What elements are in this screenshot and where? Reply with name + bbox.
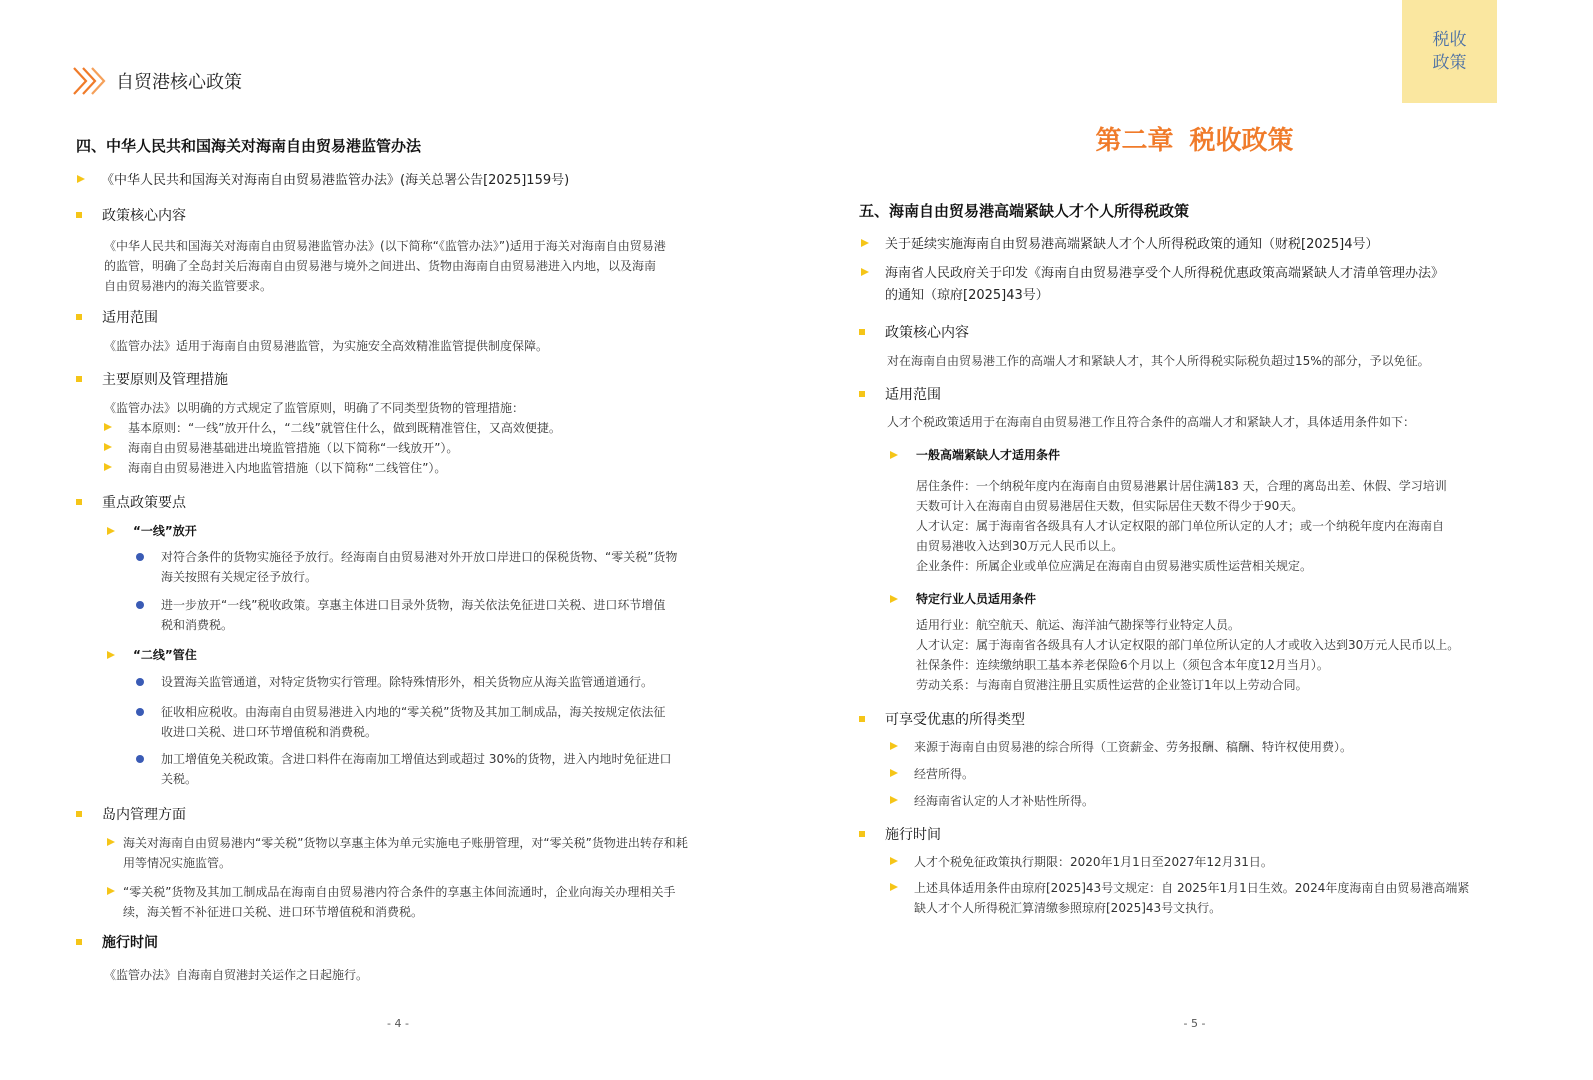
triangle-bullet-icon — [890, 769, 898, 777]
general-conditions: 居住条件：一个纳税年度内在海南自由贸易港累计居住满183 天，合理的离岛出差、休假、学习培训 天数可计入在海南自由贸易港居住天数，但实际居住天数不得少于90天。 人才认定：属于海南省各级具有人才认定权限的部门单位所认定的人才；或一个纳税年度内在海南自 由贸易港收入达到30万元人民币以上。 企业条件：所属企业或单位应满足在海南自由贸易港实质性运营相关规定。 — [916, 479, 1447, 573]
industry-conditions: 适用行业：航空航天、航运、海洋油气勘探等行业特定人员。 人才认定：属于海南省各级具有人才认定权限的部门单位所认定的人才或收入达到30万元人民币以上。 社保条件：连续缴纳职工基本养老保险6个月以上（须包含本年度12月当月）。 劳动关系：与海南自贸港注册且实质性运营的企业签订1年以上劳动合同。 — [916, 618, 1460, 692]
first-line-subheading: “一线”放开 — [107, 522, 197, 539]
scope-heading: 适用范围 — [859, 384, 941, 404]
principles-list — [104, 418, 561, 478]
list-item: 经营所得。 — [890, 764, 974, 784]
circle-bullet-icon — [136, 601, 144, 609]
principles-heading: 主要原则及管理措施 — [76, 369, 228, 389]
square-bullet-icon — [76, 811, 82, 817]
header-title: 自贸港核心政策 — [116, 72, 242, 93]
list-item: 加工增值免关税政策。含进口料件在海南加工增值达到或超过 30%的货物，进入内地时免征进口 关税。 — [136, 749, 672, 789]
circle-bullet-icon — [136, 553, 144, 561]
general-subheading: 一般高端紧缺人才适用条件 — [890, 446, 1060, 463]
page-number: - 5 - — [1183, 1017, 1206, 1030]
list-item: 上述具体适用条件由琼府[2025]43号文规定：自 2025年1月1日生效。2024年度海南自由贸易港高端紧 缺人才个人所得税汇算清缴参照琼府[2025]43号文执行。 — [890, 878, 1469, 918]
triangle-bullet-icon — [107, 651, 115, 659]
square-bullet-icon — [76, 939, 82, 945]
income-heading: 可享受优惠的所得类型 — [859, 709, 1025, 729]
triangle-bullet-icon — [861, 268, 869, 276]
section-title: 四、中华人民共和国海关对海南自由贸易港监管办法 — [76, 137, 422, 155]
page-header — [72, 66, 242, 96]
core-heading: 政策核心内容 — [859, 322, 969, 342]
triangle-bullet-icon — [104, 463, 112, 471]
triangle-bullet-icon — [77, 175, 85, 183]
scope-intro: 人才个税政策适用于在海南自由贸易港工作且符合条件的高端人才和紧缺人才，具体适用条件如下： — [887, 415, 1416, 429]
page-number: - 4 - — [387, 1017, 409, 1030]
circle-bullet-icon — [136, 755, 144, 763]
square-bullet-icon — [859, 831, 865, 837]
list-item: 经海南省认定的人才补贴性所得。 — [890, 791, 1094, 811]
right-page — [796, 0, 1593, 1080]
principles-intro: 《监管办法》以明确的方式规定了监管原则，明确了不同类型货物的管理措施： — [104, 401, 525, 415]
square-bullet-icon — [76, 376, 82, 382]
doc-reference: 《中华人民共和国海关对海南自由贸易港监管办法》(海关总署公告[2025]159号) — [77, 170, 569, 192]
list-item: “零关税”货物及其加工制成品在海南自由贸易港内符合条件的享惠主体间流通时，企业向海关办理相关手 续，海关暂不补征进口关税、进口环节增值税和消费税。 — [107, 882, 675, 922]
double-chevron-icon — [72, 66, 108, 96]
list-item: 人才个税免征政策执行期限：2020年1月1日至2027年12月31日。 — [890, 852, 1273, 872]
chapter-tab: 税收 政策 — [1402, 0, 1497, 103]
effective-heading: 施行时间 — [76, 932, 158, 952]
triangle-bullet-icon — [107, 527, 115, 535]
triangle-bullet-icon — [104, 443, 112, 451]
square-bullet-icon — [859, 391, 865, 397]
list-item: 海南自由贸易港基础进出境监管措施（以下简称“一线放开”）。 — [104, 438, 561, 458]
reference-item: 关于延续实施海南自由贸易港高端紧缺人才个人所得税政策的通知（财税[2025]4号） — [861, 234, 1379, 256]
circle-bullet-icon — [136, 708, 144, 716]
core-heading: 政策核心内容 — [76, 205, 186, 225]
list-item: 海关对海南自由贸易港内“零关税”货物以享惠主体为单元实施电子账册管理，对“零关税”货物进出转存和耗 用等情况实施监管。 — [107, 833, 688, 873]
effective-paragraph: 《监管办法》自海南自贸港封关运作之日起施行。 — [104, 968, 369, 982]
industry-subheading: 特定行业人员适用条件 — [890, 590, 1036, 607]
scope-heading: 适用范围 — [76, 307, 158, 327]
square-bullet-icon — [76, 314, 82, 320]
circle-bullet-icon — [136, 678, 144, 686]
triangle-bullet-icon — [861, 239, 869, 247]
section-title: 五、海南自由贸易港高端紧缺人才个人所得税政策 — [859, 202, 1190, 220]
triangle-bullet-icon — [104, 423, 112, 431]
key-points-heading: 重点政策要点 — [76, 492, 186, 512]
chapter-title: 第二章 税收政策 — [1095, 126, 1294, 156]
list-item: 征收相应税收。由海南自由贸易港进入内地的“零关税”货物及其加工制成品，海关按规定依法征 收进口关税、进口环节增值税和消费税。 — [136, 702, 665, 742]
left-page — [0, 0, 796, 1080]
triangle-bullet-icon — [890, 451, 898, 459]
triangle-bullet-icon — [890, 742, 898, 750]
triangle-bullet-icon — [890, 595, 898, 603]
island-heading: 岛内管理方面 — [76, 804, 186, 824]
list-item: 对符合条件的货物实施径予放行。经海南自由贸易港对外开放口岸进口的保税货物、“零关税”货物 海关按照有关规定径予放行。 — [136, 547, 677, 587]
core-paragraph: 对在海南自由贸易港工作的高端人才和紧缺人才，其个人所得税实际税负超过15%的部分，予以免征。 — [887, 354, 1430, 368]
second-line-subheading: “二线”管住 — [107, 646, 197, 663]
triangle-bullet-icon — [890, 857, 898, 865]
triangle-bullet-icon — [107, 838, 115, 846]
effective-heading: 施行时间 — [859, 824, 941, 844]
list-item: 基本原则：“一线”放开什么，“二线”就管住什么，做到既精准管住，又高效便捷。 — [104, 418, 561, 438]
reference-item: 海南省人民政府关于印发《海南自由贸易港享受个人所得税优惠政策高端紧缺人才清单管理办法》 的通知（琼府[2025]43号） — [861, 263, 1444, 307]
triangle-bullet-icon — [890, 883, 898, 891]
list-item: 设置海关监管通道，对特定货物实行管理。除特殊情形外，相关货物应从海关监管通道通行。 — [136, 672, 653, 692]
triangle-bullet-icon — [107, 887, 115, 895]
square-bullet-icon — [859, 329, 865, 335]
square-bullet-icon — [76, 499, 82, 505]
square-bullet-icon — [859, 716, 865, 722]
square-bullet-icon — [76, 212, 82, 218]
scope-paragraph: 《监管办法》适用于海南自由贸易港监管，为实施安全高效精准监管提供制度保障。 — [104, 339, 549, 353]
list-item: 海南自由贸易港进入内地监管措施（以下简称“二线管住”）。 — [104, 458, 561, 478]
list-item: 来源于海南自由贸易港的综合所得（工资薪金、劳务报酬、稿酬、特许权使用费）。 — [890, 737, 1352, 757]
list-item: 进一步放开“一线”税收政策。享惠主体进口目录外货物，海关依法免征进口关税、进口环节增值 税和消费税。 — [136, 595, 665, 635]
triangle-bullet-icon — [890, 796, 898, 804]
core-paragraph: 《中华人民共和国海关对海南自由贸易港监管办法》(以下简称“《监管办法》”)适用于海关对海南自由贸易港 的监管，明确了全岛封关后海南自由贸易港与境外之间进出、货物由海南自由贸易港进入内地，以及海南 自由贸易港内的海关监管要求。 — [104, 239, 666, 293]
